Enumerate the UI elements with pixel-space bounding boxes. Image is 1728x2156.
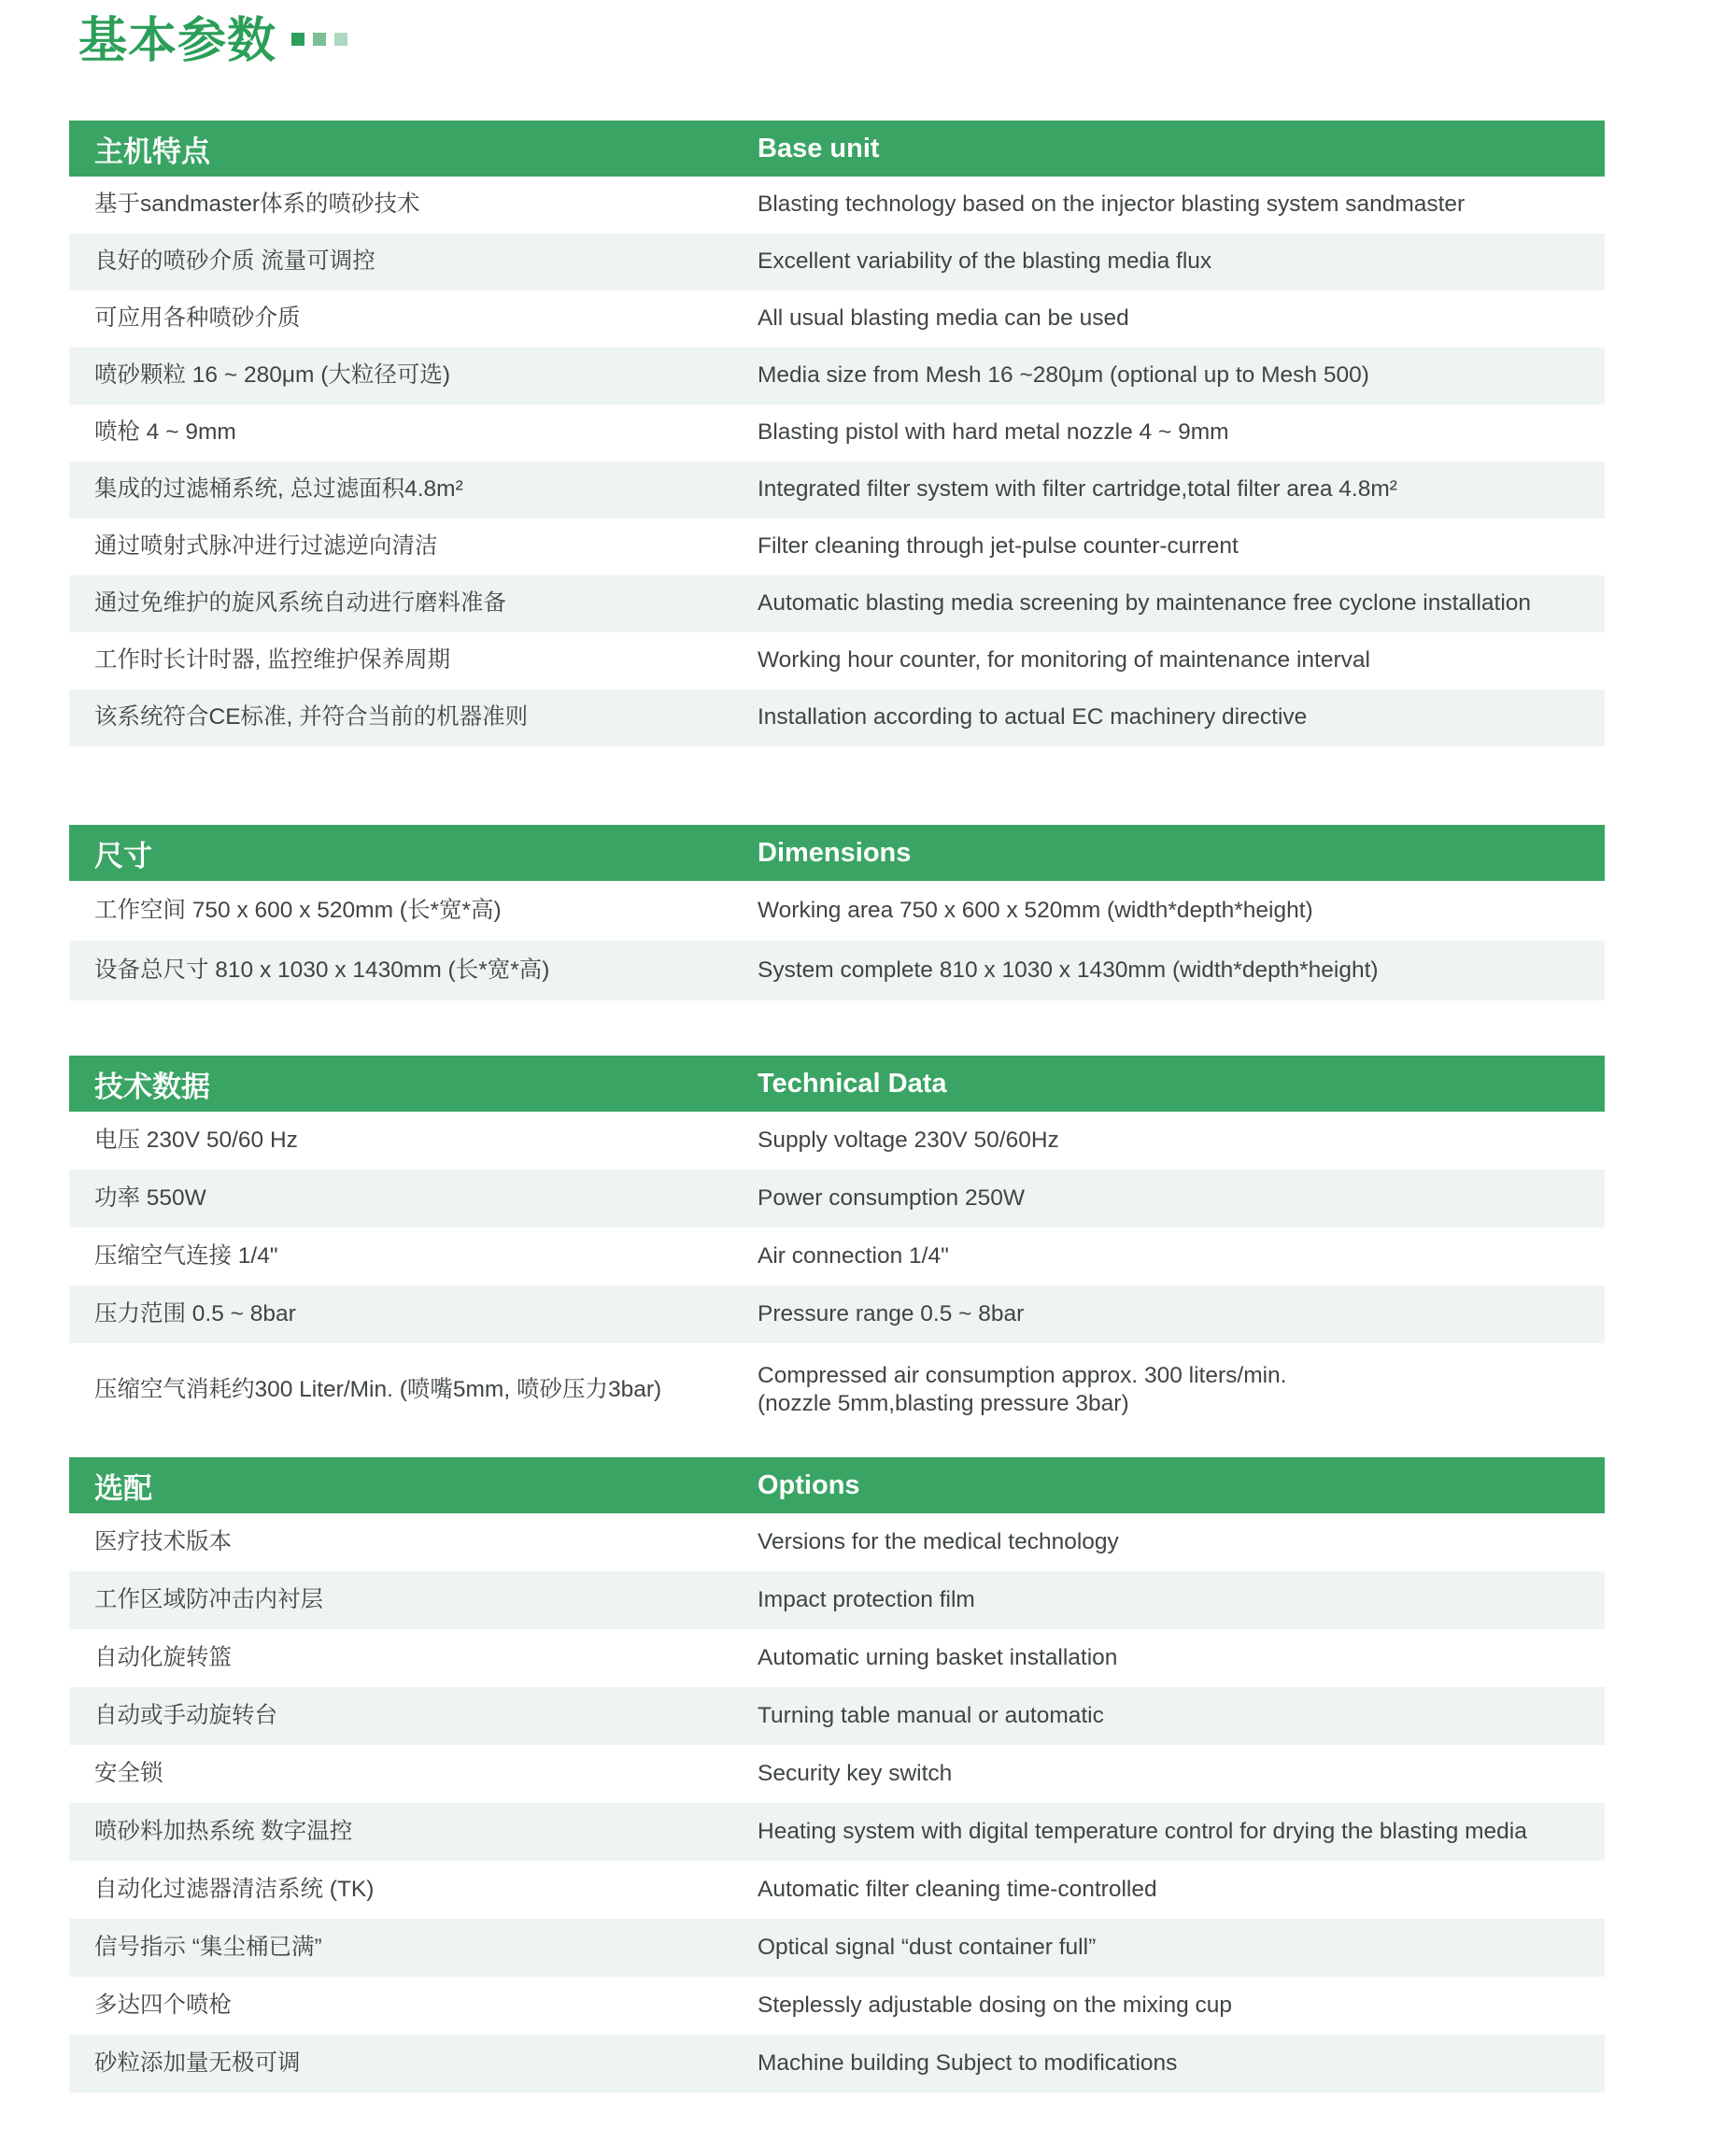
table-row: [69, 2035, 1605, 2092]
row-label-en: Heating system with digital temperature control for drying the blasting media: [758, 1818, 1527, 1844]
row-label-zh: 自动或手动旋转台: [94, 1702, 277, 1728]
table-row: [69, 632, 1605, 689]
row-label-en: Automatic filter cleaning time-controlled: [758, 1876, 1157, 1902]
row-label-en: Integrated filter system with filter cartridge,total filter area 4.8m²: [758, 476, 1397, 503]
row-label-en-line1: Compressed air consumption approx. 300 liters/min.: [758, 1362, 1287, 1388]
row-label-zh: 设备总尺寸 810 x 1030 x 1430mm (长*宽*高): [94, 957, 550, 983]
row-label-en: Automatic urning basket installation: [758, 1644, 1118, 1670]
row-label-en-line2: (nozzle 5mm,blasting pressure 3bar): [758, 1391, 1129, 1417]
table-dimensions: [69, 825, 1605, 1000]
row-label-en: Working hour counter, for monitoring of maintenance interval: [758, 647, 1370, 674]
row-label-zh: 自动化旋转篮: [94, 1644, 232, 1670]
title-decoration-squares: [291, 33, 347, 46]
table-row: [69, 1629, 1605, 1687]
row-label-en: Versions for the medical technology: [758, 1528, 1119, 1554]
table-row: [69, 881, 1605, 941]
table-row: [69, 1513, 1605, 1571]
table-row: [69, 1803, 1605, 1861]
table-rows: [69, 177, 1605, 746]
table-row: [69, 1285, 1605, 1343]
row-label-zh: 压缩空气连接 1/4": [94, 1242, 278, 1269]
row-label-zh: 自动化过滤器清洁系统 (TK): [94, 1876, 375, 1902]
row-label-zh: 多达四个喷枪: [94, 1992, 232, 2018]
table-rows: [69, 881, 1605, 1000]
row-label-zh: 医疗技术版本: [94, 1528, 232, 1554]
table-technical-data: [69, 1056, 1605, 1437]
row-label-zh: 喷砂料加热系统 数字温控: [94, 1818, 353, 1844]
row-label-en: Blasting technology based on the injector blasting system sandmaster: [758, 191, 1466, 218]
page-title: 基本参数: [78, 14, 277, 68]
row-label-en: Filter cleaning through jet-pulse counter-current: [758, 533, 1239, 560]
row-label-en: System complete 810 x 1030 x 1430mm (width*depth*height): [758, 957, 1379, 983]
table-row: [69, 689, 1605, 746]
row-label-en: Impact protection film: [758, 1586, 975, 1612]
row-label-en: Installation according to actual EC machinery directive: [758, 704, 1308, 730]
table-options: [69, 1457, 1605, 2092]
row-label-en: All usual blasting media can be used: [758, 305, 1129, 332]
decoration-square-icon: [313, 33, 326, 46]
row-label-zh: 喷砂颗粒 16 ~ 280μm (大粒径可选): [94, 362, 451, 389]
table-header: [69, 121, 1605, 177]
row-label-zh: 通过免维护的旋风系统自动进行磨料准备: [94, 590, 506, 617]
table-header-en: Technical Data: [758, 1068, 947, 1099]
table-row: [69, 1227, 1605, 1285]
table-header-zh: 尺寸: [94, 839, 152, 872]
row-label-en: Working area 750 x 600 x 520mm (width*depth*height): [758, 897, 1313, 923]
table-row: [69, 1170, 1605, 1227]
decoration-square-icon: [334, 33, 347, 46]
table-row: [69, 234, 1605, 291]
row-label-zh: 喷枪 4 ~ 9mm: [94, 419, 236, 446]
table-rows: [69, 1112, 1605, 1437]
table-row: [69, 941, 1605, 1000]
table-header-en: Base unit: [758, 133, 880, 163]
row-label-en: [758, 1362, 1605, 1419]
row-label-zh: 电压 230V 50/60 Hz: [94, 1127, 298, 1153]
row-label-zh: 工作时长计时器, 监控维护保养周期: [94, 647, 451, 674]
row-label-zh: 功率 550W: [94, 1184, 206, 1211]
table-row: [69, 177, 1605, 234]
table-header: [69, 825, 1605, 881]
row-label-zh: 良好的喷砂介质 流量可调控: [94, 248, 375, 275]
table-row: [69, 1571, 1605, 1629]
row-label-en: Supply voltage 230V 50/60Hz: [758, 1127, 1059, 1153]
row-label-zh: 集成的过滤桶系统, 总过滤面积4.8m²: [94, 476, 463, 503]
page-title-row: [78, 15, 1728, 68]
row-label-en: Steplessly adjustable dosing on the mixing cup: [758, 1992, 1233, 2018]
table-row: [69, 518, 1605, 575]
table-row: [69, 575, 1605, 632]
table-base-unit: [69, 121, 1605, 746]
table-row: [69, 1687, 1605, 1745]
row-label-zh: 工作区域防冲击内衬层: [94, 1586, 323, 1612]
decoration-square-icon: [291, 33, 305, 46]
table-row: [69, 1112, 1605, 1170]
row-label-zh: 压缩空气消耗约300 Liter/Min. (喷嘴5mm, 喷砂压力3bar): [94, 1376, 662, 1402]
row-label-zh: 工作空间 750 x 600 x 520mm (长*宽*高): [94, 897, 502, 923]
row-label-en: Pressure range 0.5 ~ 8bar: [758, 1300, 1025, 1326]
row-label-en: Security key switch: [758, 1760, 953, 1786]
row-label-zh: 该系统符合CE标准, 并符合当前的机器准则: [94, 704, 529, 730]
row-label-zh: 砂粒添加量无极可调: [94, 2050, 301, 2076]
row-label-en: Automatic blasting media screening by maintenance free cyclone installation: [758, 590, 1532, 617]
row-label-en: Blasting pistol with hard metal nozzle 4 ~ 9mm: [758, 419, 1229, 446]
table-header-zh: 技术数据: [94, 1070, 210, 1103]
table-header-zh: 选配: [94, 1471, 152, 1505]
table-header-zh: 主机特点: [94, 135, 210, 168]
row-label-en: Turning table manual or automatic: [758, 1702, 1104, 1728]
table-header: [69, 1457, 1605, 1513]
row-label-zh: 可应用各种喷砂介质: [94, 305, 301, 332]
row-label-zh: 通过喷射式脉冲进行过滤逆向清洁: [94, 533, 438, 560]
table-row: [69, 1745, 1605, 1803]
table-rows: [69, 1513, 1605, 2092]
row-label-zh: 压力范围 0.5 ~ 8bar: [94, 1300, 296, 1326]
table-header-en: Options: [758, 1469, 860, 1500]
row-label-en: Air connection 1/4": [758, 1242, 949, 1269]
row-label-zh: 信号指示 “集尘桶已满”: [94, 1934, 322, 1960]
row-label-en: Machine building Subject to modifications: [758, 2050, 1178, 2076]
table-row: [69, 404, 1605, 461]
table-row: [69, 348, 1605, 404]
row-label-en: Excellent variability of the blasting media flux: [758, 248, 1212, 275]
table-row: [69, 1343, 1605, 1437]
row-label-zh: 安全锁: [94, 1760, 163, 1786]
row-label-zh: 基于sandmaster体系的喷砂技术: [94, 191, 420, 218]
row-label-en: Optical signal “dust container full”: [758, 1934, 1097, 1960]
table-row: [69, 291, 1605, 348]
table-row: [69, 1919, 1605, 1977]
table-header: [69, 1056, 1605, 1112]
table-row: [69, 1861, 1605, 1919]
table-row: [69, 461, 1605, 518]
table-header-en: Dimensions: [758, 837, 912, 868]
row-label-en: Power consumption 250W: [758, 1184, 1025, 1211]
table-row: [69, 1977, 1605, 2035]
row-label-en: Media size from Mesh 16 ~280μm (optional up to Mesh 500): [758, 362, 1369, 389]
